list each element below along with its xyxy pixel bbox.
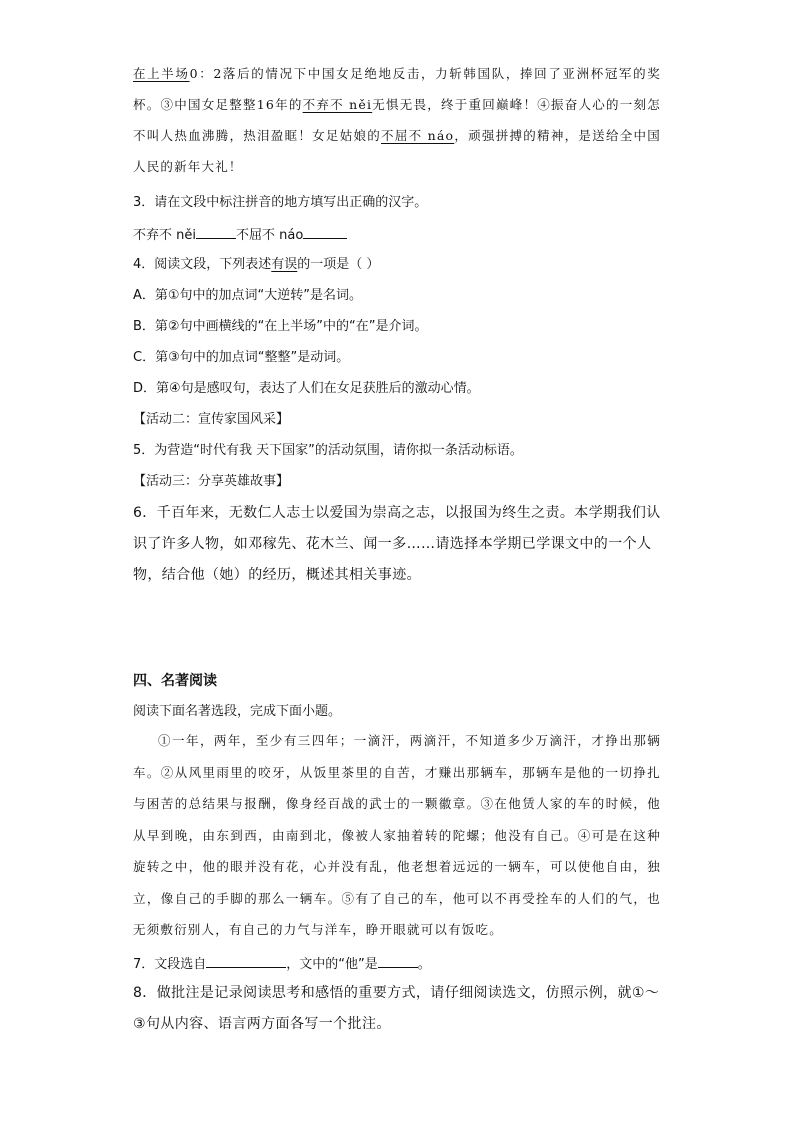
novel-excerpt: ①一年，两年，至少有三四年；一滴汗，两滴汗，不知道多少万滴汗，才挣出那辆车。②从风里雨里的咬牙，从饭里茶里的自苦，才赚出那辆车，那辆车是他的一切挣扎与困苦的总结果与报酬，像身经百战的武士的一颗徽章。③在他赁人家的车的时候，他从早到晚，由东到西，由南到北，像被人家抽着转的陀螺；他没有自己。④可是在这种旋转之中，他的眼并没有花，心并没有乱，他老想着远远的一辆车，可以使他自由，独立，像自己的手脚的那么一辆车。⑤有了自己的车，他可以不再受拴车的人们的气，也无须敷衍别人，有自己的力气与洋车，睁开眼就可以有饭吃。 [133,733,661,937]
answer-blank-person[interactable] [378,953,418,968]
underlined-phrase: 在上半场 [133,66,190,81]
answer-blank-1[interactable] [196,224,236,239]
passage-text: 在上半场0：2落后的情况下中国女足绝地反击，力斩韩国队，捧回了亚洲杯冠军的奖杯。③中国女足整整16年的不弃不 něi无惧无畏，终于重回巅峰！④振奋人心的一刻怎不叫人热血沸腾，热泪盈眶！女足姑娘的不屈不 náo，顽强拼搏的精神，是送给全中国人民的新年大礼！ [133,66,661,174]
option-c: C．第③句中的加点词“整整”是动词。 [133,350,350,365]
section-4-title: 四、名著阅读 [133,673,217,689]
question-5: 5．为营造“时代有我 天下国家”的活动氛围，请你拟一条活动标语。 [133,443,523,458]
answer-blank-2[interactable] [303,224,347,239]
activity-3-heading: 【活动三：分享英雄故事】 [133,474,290,489]
question-4: 4．阅读文段，下列表述有误的一项是（ ） [133,257,380,272]
reading-passage [133,58,661,182]
pinyin-phrase-nei: 不弃不 něi [302,97,373,112]
option-d: D．第④句是感叹句，表达了人们在女足获胜后的激动心情。 [133,381,480,396]
option-a: A．第①句中的加点词“大逆转”是名词。 [133,288,363,303]
section-4-intro: 阅读下面名著选段，完成下面小题。 [133,704,342,719]
pinyin-phrase-nao: 不屈不 náo [381,128,455,143]
question-6: 6．千百年来，无数仁人志士以爱国为崇高之志，以报国为终生之责。本学期我们认识了许多人物，如邓稼先、花木兰、闻一多……请选择本学期已学课文中的一个人物，结合他（她）的经历，概述其相关事迹。 [133,505,661,583]
activity-2-heading: 【活动二：宣传家国风采】 [133,412,290,427]
question-8: 8．做批注是记录阅读思考和感悟的重要方式，请仔细阅读选文，仿照示例，就①～③句从内容、语言两方面各写一个批注。 [133,985,660,1032]
option-b: B．第②句中画横线的“在上半场”中的“在”是介词。 [133,319,428,334]
answer-blank-book[interactable] [206,953,286,968]
question-7: 7．文段选自 ，文中的“他”是 。 [133,953,663,975]
question-3: 3．请在文段中标注拼音的地方填写出正确的汉字。 [133,195,428,210]
question-3-blanks: 不弃不 něi 不屈不 náo [133,224,663,246]
